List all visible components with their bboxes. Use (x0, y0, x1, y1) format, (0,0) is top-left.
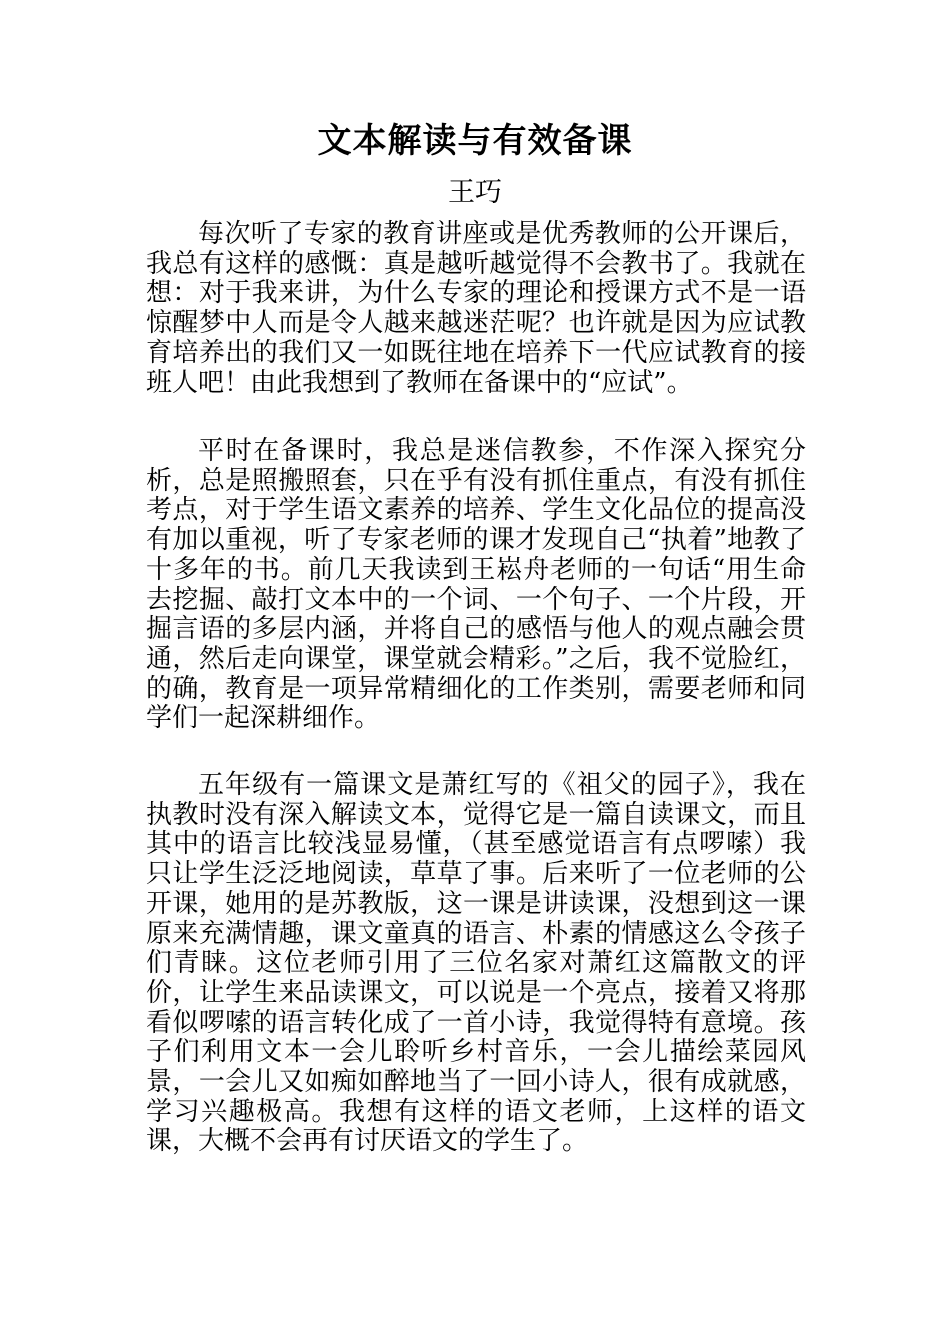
paragraph-1: 每次听了专家的教育讲座或是优秀教师的公开课后，我总有这样的感慨：真是越听越觉得不会教书了。我就在想：对于我来讲，为什么专家的理论和授课方式不是一语惊醒梦中人而是令人越来越迷茫呢？也许就是因为应试教育培养出的我们又一如既往地在培养下一代应试教育的接班人吧！由此我想到了教师在备课中的“应试”。 (146, 219, 806, 398)
author-name: 王巧 (448, 177, 502, 208)
document-title: 文本解读与有效备课 (317, 121, 633, 161)
paragraph-2: 平时在备课时，我总是迷信教参，不作深入探究分析，总是照搬照套，只在乎有没有抓住重点，有没有抓住考点，对于学生语文素养的培养、学生文化品位的提高没有加以重视，听了专家老师的课才发现自己“执着”地教了十多年的书。前几天我读到王崧舟老师的一句话“用生命去挖掘、敲打文本中的一个词、一个句子、一个片段，开掘言语的多层内涵，并将自己的感悟与他人的观点融会贯通，然后走向课堂，课堂就会精彩。”之后，我不觉脸红，的确，教育是一项异常精细化的工作类别，需要老师和同学们一起深耕细作。 (146, 436, 806, 734)
paragraph-3: 五年级有一篇课文是萧红写的《祖父的园子》，我在执教时没有深入解读文本，觉得它是一篇自读课文，而且其中的语言比较浅显易懂，（甚至感觉语言有点啰嗦）我只让学生泛泛地阅读，草草了事。后来听了一位老师的公开课，她用的是苏教版，这一课是讲读课，没想到这一课原来充满情趣，课文童真的语言、朴素的情感这么令孩子们青睐。这位老师引用了三位名家对萧红这篇散文的评价，让学生来品读课文，可以说是一个亮点，接着又将那看似啰嗦的语言转化成了一首小诗，我觉得特有意境。孩子们利用文本一会儿聆听乡村音乐，一会儿描绘菜园风景，一会儿又如痴如醉地当了一回小诗人，很有成就感，学习兴趣极高。我想有这样的语文老师，上这样的语文课，大概不会再有讨厌语文的学生了。 (146, 770, 806, 1157)
